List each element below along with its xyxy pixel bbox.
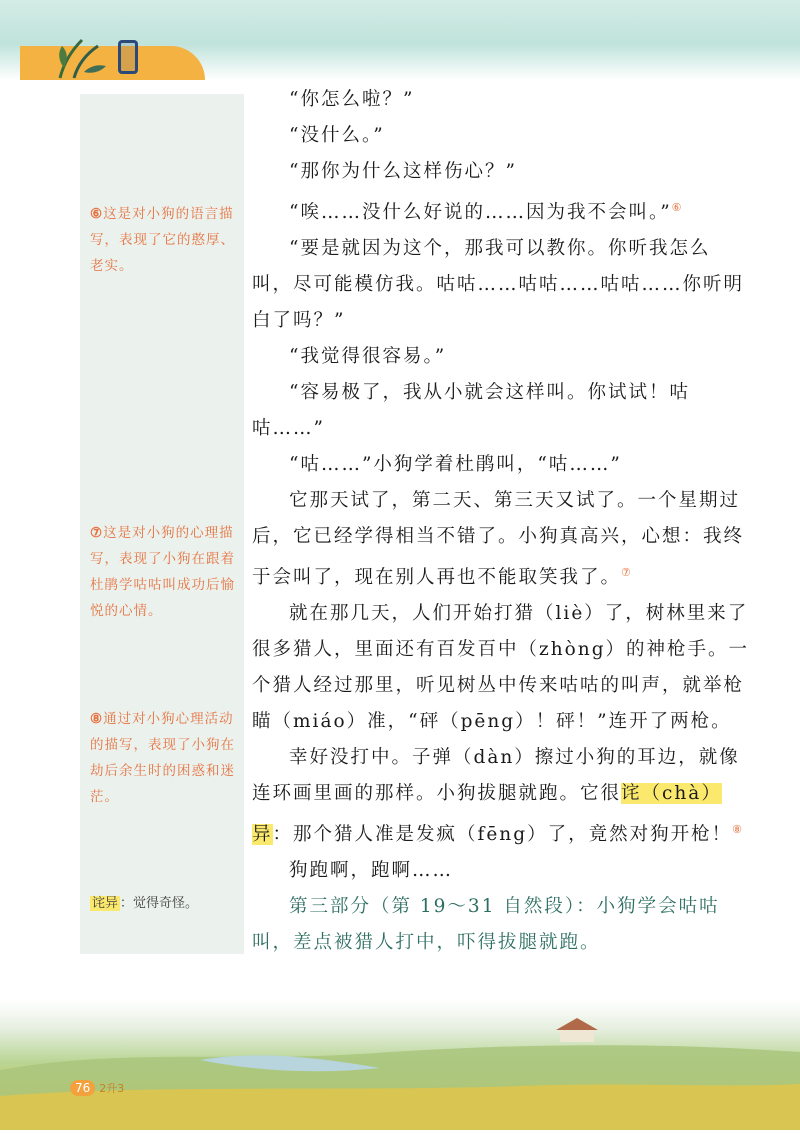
annotation-note-8	[90, 706, 235, 810]
landscape-illustration	[0, 1000, 800, 1130]
story-text	[252, 82, 750, 961]
paragraph: “容易极了，我从小就会这样叫。你试试！咕咕……”	[252, 382, 690, 440]
paragraph	[252, 740, 750, 853]
annotation-marker: ⑥	[90, 206, 104, 222]
paragraph: “要是就因为这个，那我可以教你。你听我怎么叫，尽可能模仿我。咕咕……咕咕……咕咕……你听明白了吗？”	[252, 238, 745, 332]
annotation-text: 这是对小狗的语言描写，表现了它的憨厚、老实。	[90, 206, 235, 274]
vocabulary-gloss	[90, 892, 240, 911]
note-reference: ⑦	[621, 566, 631, 580]
annotation-marker: ⑦	[90, 525, 104, 541]
highlighted-word: 诧（chà）异	[252, 783, 722, 846]
annotation-note-6	[90, 201, 235, 279]
paragraph-text: “唉……没什么好说的……因为我不会叫。”	[289, 202, 672, 224]
paragraph: 狗跑啊，跑啊……	[289, 860, 454, 882]
annotation-text: 这是对小狗的心理描写，表现了小狗在跟着杜鹃学咕咕叫成功后愉悦的心情。	[90, 525, 235, 619]
paragraph: “那你为什么这样伤心？”	[289, 161, 517, 182]
lantern-icon	[118, 40, 138, 74]
leaf-icon	[54, 32, 114, 80]
gloss-term: 诧异	[92, 896, 119, 911]
annotation-marker: ⑧	[90, 711, 104, 727]
paragraph	[252, 190, 750, 231]
paragraph: “没什么。”	[289, 125, 385, 146]
paragraph: “咕……”小狗学着杜鹃叫，“咕……”	[289, 454, 622, 476]
series-label: 2升3	[99, 1082, 125, 1095]
page-number: 76	[70, 1080, 95, 1096]
paragraph-text: ：那个猎人准是发疯（fēng）了，竟然对狗开枪！	[272, 824, 733, 846]
gloss-definition: ：觉得奇怪。	[120, 896, 199, 911]
paragraph-text: 它那天试了，第二天、第三天又试了。一个星期过后，它已经学得相当不错了。小狗真高兴，心想：我终于会叫了，现在别人再也不能取笑我了。	[252, 490, 745, 589]
annotation-text: 通过对小狗心理活动的描写，表现了小狗在劫后余生时的困惑和迷茫。	[90, 711, 235, 805]
landscape-hills	[0, 1000, 800, 1130]
top-banner	[0, 0, 800, 80]
note-reference: ⑥	[671, 201, 682, 214]
paragraph: “你怎么啦？”	[289, 89, 415, 110]
section-summary: 第三部分（第 19～31 自然段）：小狗学会咕咕叫，差点被猎人打中，吓得拔腿就跑。	[252, 896, 720, 954]
paragraph-text: 幸好没打中。子弹（dàn）擦过小狗的耳边，就像连环画里画的那样。小狗拔腿就跑。它很	[252, 747, 740, 805]
page-footer	[70, 1080, 124, 1096]
paragraph	[252, 483, 750, 596]
annotation-note-7	[90, 520, 235, 624]
paragraph: 就在那几天，人们开始打猎（liè）了，树林里来了很多猎人，里面还有百发百中（zhòng）的神枪手。一个猎人经过那里，听见树丛中传来咕咕的叫声，就举枪瞄（miáo）准，“砰（pēng）！砰！”连开了两枪。	[252, 603, 750, 733]
note-reference: ⑧	[732, 823, 742, 837]
paragraph: “我觉得很容易。”	[289, 346, 447, 368]
